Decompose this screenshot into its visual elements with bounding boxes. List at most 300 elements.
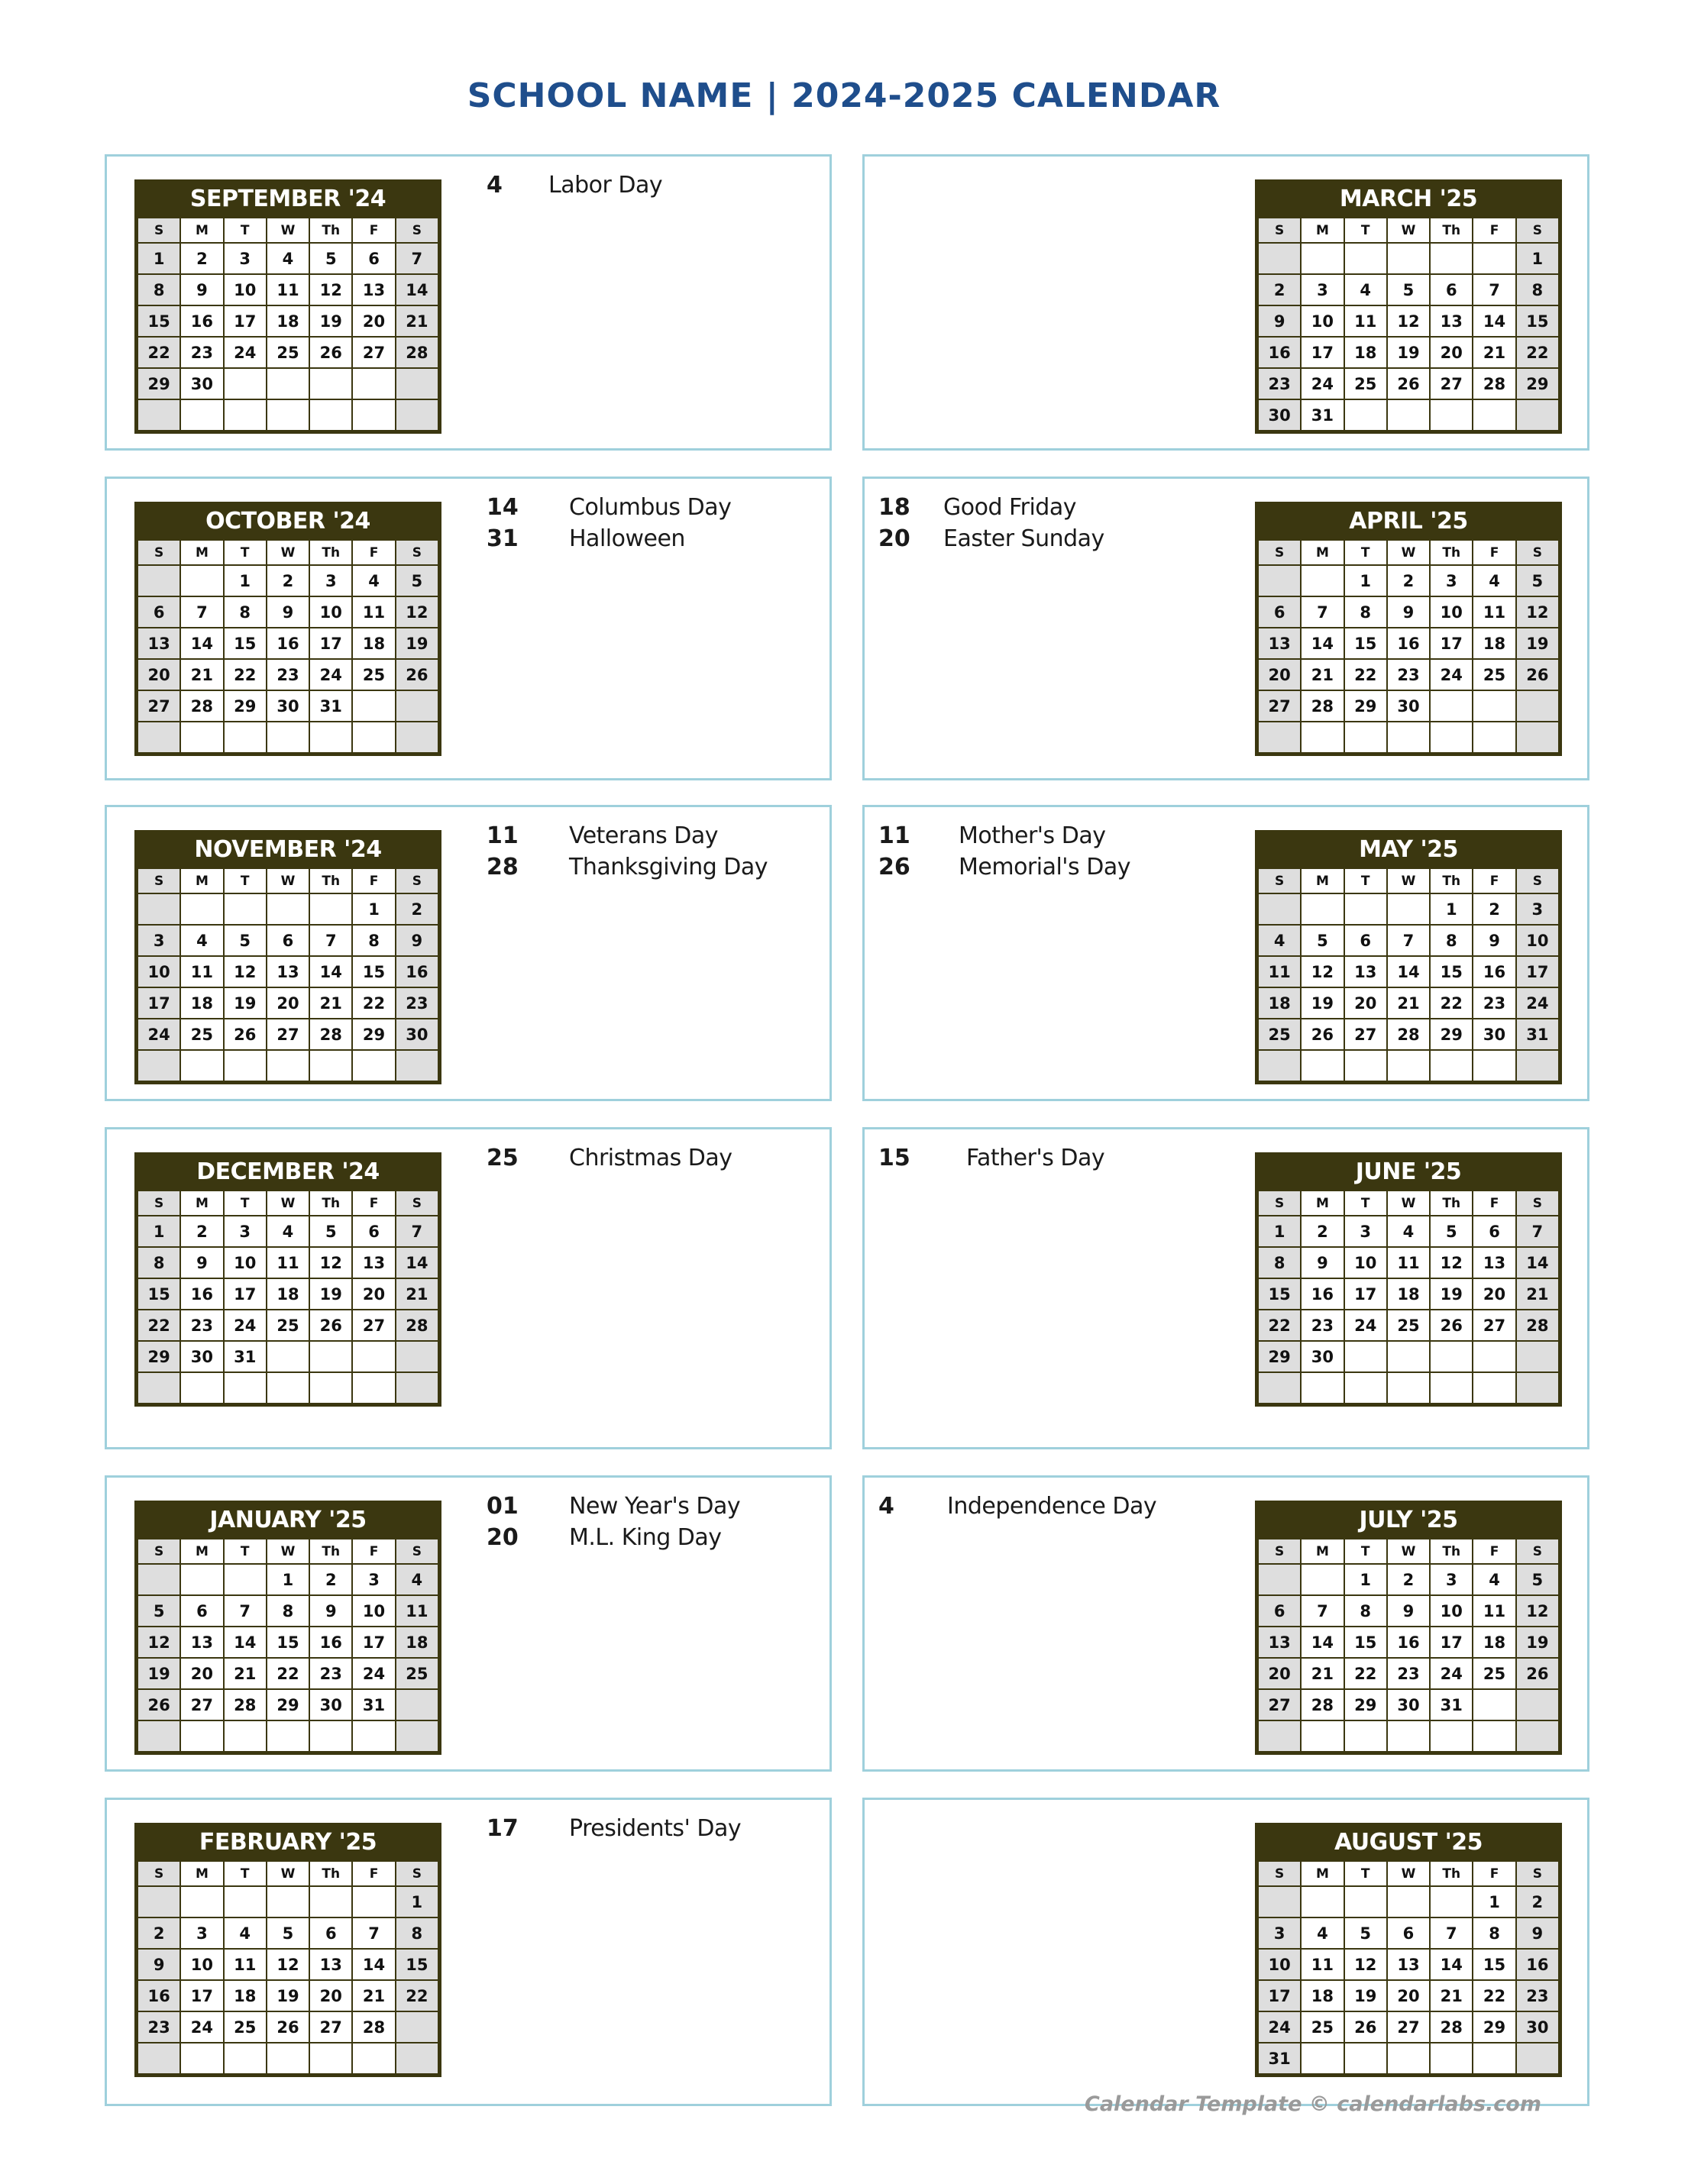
day-cell: 11	[396, 1595, 438, 1627]
day-cell: 3	[1258, 1917, 1301, 1949]
day-cell	[224, 1372, 267, 1404]
day-cell: 22	[1473, 1980, 1515, 2011]
weekday-label: T	[1344, 1191, 1387, 1216]
day-cell: 3	[1344, 1216, 1387, 1247]
day-cell: 19	[267, 1980, 309, 2011]
day-cell: 17	[1344, 1278, 1387, 1310]
day-cell	[224, 399, 267, 431]
day-cell	[267, 1050, 309, 1081]
day-cell: 7	[1301, 1595, 1344, 1627]
day-cell: 6	[309, 1917, 352, 1949]
day-cell: 29	[1430, 1019, 1473, 1050]
day-cell: 19	[1516, 628, 1559, 659]
day-cell: 9	[180, 274, 223, 305]
day-cell	[224, 722, 267, 753]
day-cell: 14	[396, 274, 438, 305]
day-cell: 13	[267, 956, 309, 987]
holiday-name: Thanksgiving Day	[569, 854, 768, 880]
day-cell	[352, 1886, 395, 1917]
day-cell: 30	[1516, 2011, 1559, 2043]
day-cell	[1516, 1689, 1559, 1720]
day-cell: 9	[1473, 925, 1515, 956]
month-calendar	[1255, 830, 1562, 1084]
day-cell	[352, 1372, 395, 1404]
day-cell: 10	[1430, 1595, 1473, 1627]
day-cell: 5	[309, 243, 352, 274]
day-cell: 6	[352, 1216, 395, 1247]
day-cell: 27	[267, 1019, 309, 1050]
day-cell	[1301, 1372, 1344, 1404]
weekday-label: T	[224, 868, 267, 893]
day-cell	[1473, 1372, 1515, 1404]
day-cell: 5	[309, 1216, 352, 1247]
weekday-label: F	[352, 218, 395, 243]
day-cell: 3	[352, 1564, 395, 1595]
weekday-label: W	[1387, 540, 1430, 565]
day-cell: 9	[180, 1247, 223, 1278]
day-cell	[224, 1050, 267, 1081]
day-cell: 5	[1344, 1917, 1387, 1949]
day-cell: 29	[1344, 1689, 1387, 1720]
day-cell: 20	[1473, 1278, 1515, 1310]
day-cell	[224, 1564, 267, 1595]
day-cell	[180, 1564, 223, 1595]
holiday-name: M.L. King Day	[569, 1524, 722, 1551]
day-cell: 22	[224, 659, 267, 690]
day-cell	[137, 1720, 180, 1752]
weekday-label: M	[1301, 1861, 1344, 1886]
day-cell: 28	[1301, 690, 1344, 722]
day-cell: 3	[1301, 274, 1344, 305]
weekday-label: Th	[309, 1861, 352, 1886]
weekday-label: W	[267, 1191, 309, 1216]
weekday-label: S	[137, 218, 180, 243]
day-cell: 26	[1301, 1019, 1344, 1050]
day-cell: 30	[396, 1019, 438, 1050]
day-cell	[1301, 722, 1344, 753]
day-cell	[1387, 1886, 1430, 1917]
day-cell: 24	[1344, 1310, 1387, 1341]
day-cell: 8	[267, 1595, 309, 1627]
day-cell	[1301, 1050, 1344, 1081]
day-cell: 15	[1258, 1278, 1301, 1310]
day-cell: 15	[137, 305, 180, 337]
day-cell: 30	[1387, 1689, 1430, 1720]
weekday-label: S	[1516, 1539, 1559, 1564]
weekday-label: T	[224, 540, 267, 565]
day-cell	[1258, 1564, 1301, 1595]
day-cell: 27	[1430, 368, 1473, 399]
day-cell: 14	[1301, 1627, 1344, 1658]
day-cell: 7	[1516, 1216, 1559, 1247]
day-cell: 25	[267, 1310, 309, 1341]
day-cell: 6	[1387, 1917, 1430, 1949]
holiday-date: 20	[487, 1524, 519, 1551]
day-cell: 17	[1258, 1980, 1301, 2011]
day-cell	[180, 399, 223, 431]
holiday-name: Veterans Day	[569, 822, 719, 849]
day-cell: 9	[396, 925, 438, 956]
day-cell: 31	[1258, 2043, 1301, 2074]
day-cell: 15	[1516, 305, 1559, 337]
day-cell: 4	[224, 1917, 267, 1949]
holiday-date: 4	[878, 1493, 894, 1520]
day-cell: 7	[396, 1216, 438, 1247]
day-cell: 12	[224, 956, 267, 987]
day-cell	[1258, 893, 1301, 925]
day-cell: 20	[1344, 987, 1387, 1019]
day-cell	[224, 893, 267, 925]
day-cell	[396, 2043, 438, 2074]
day-cell: 29	[267, 1689, 309, 1720]
day-cell: 1	[352, 893, 395, 925]
day-cell: 18	[1473, 1627, 1515, 1658]
day-cell	[352, 1720, 395, 1752]
day-cell	[1387, 1341, 1430, 1372]
weekday-label: T	[1344, 1861, 1387, 1886]
day-cell: 22	[1516, 337, 1559, 368]
day-cell: 21	[1301, 1658, 1344, 1689]
day-cell: 11	[1344, 305, 1387, 337]
weekday-label: S	[1516, 218, 1559, 243]
day-cell: 23	[309, 1658, 352, 1689]
day-cell: 25	[224, 2011, 267, 2043]
day-cell	[396, 1341, 438, 1372]
weekday-label: Th	[309, 218, 352, 243]
weekday-label: S	[396, 1539, 438, 1564]
day-cell: 5	[224, 925, 267, 956]
day-cell: 11	[352, 596, 395, 628]
day-cell: 2	[1387, 565, 1430, 596]
day-cell: 18	[224, 1980, 267, 2011]
day-cell: 10	[137, 956, 180, 987]
day-cell	[267, 399, 309, 431]
day-cell: 29	[137, 1341, 180, 1372]
weekday-label: M	[180, 868, 223, 893]
day-cell: 15	[352, 956, 395, 987]
day-cell: 20	[137, 659, 180, 690]
day-cell: 24	[1430, 1658, 1473, 1689]
day-cell: 5	[1516, 565, 1559, 596]
day-cell	[1430, 722, 1473, 753]
day-cell: 6	[180, 1595, 223, 1627]
day-cell: 16	[396, 956, 438, 987]
day-cell: 25	[1387, 1310, 1430, 1341]
weekday-label: S	[137, 868, 180, 893]
day-cell: 21	[309, 987, 352, 1019]
weekday-label: M	[1301, 1191, 1344, 1216]
day-cell: 7	[309, 925, 352, 956]
day-cell: 19	[1344, 1980, 1387, 2011]
day-cell: 17	[137, 987, 180, 1019]
day-cell	[309, 1341, 352, 1372]
day-cell: 14	[352, 1949, 395, 1980]
day-cell: 19	[309, 1278, 352, 1310]
day-cell: 28	[352, 2011, 395, 2043]
day-cell: 21	[1473, 337, 1515, 368]
day-cell	[309, 893, 352, 925]
day-cell: 27	[1344, 1019, 1387, 1050]
day-cell: 26	[1344, 2011, 1387, 2043]
day-cell: 23	[137, 2011, 180, 2043]
day-cell: 5	[396, 565, 438, 596]
day-cell	[137, 1564, 180, 1595]
day-cell	[267, 2043, 309, 2074]
day-cell	[396, 368, 438, 399]
day-cell: 24	[224, 1310, 267, 1341]
holiday-name: Presidents' Day	[569, 1815, 742, 1842]
weekday-label: W	[1387, 1539, 1430, 1564]
day-cell: 18	[352, 628, 395, 659]
day-cell: 3	[180, 1917, 223, 1949]
day-cell: 27	[309, 2011, 352, 2043]
day-cell: 26	[1387, 368, 1430, 399]
day-cell: 10	[1516, 925, 1559, 956]
day-cell: 1	[1344, 565, 1387, 596]
day-cell: 28	[396, 337, 438, 368]
day-cell: 18	[1301, 1980, 1344, 2011]
month-calendar	[134, 502, 441, 756]
day-cell: 3	[1430, 1564, 1473, 1595]
weekday-label: Th	[309, 1191, 352, 1216]
day-cell: 26	[224, 1019, 267, 1050]
day-cell: 26	[396, 659, 438, 690]
day-cell	[1473, 1689, 1515, 1720]
day-cell: 26	[1430, 1310, 1473, 1341]
weekday-label: Th	[1430, 1861, 1473, 1886]
month-panel	[862, 1475, 1589, 1772]
day-cell: 28	[1430, 2011, 1473, 2043]
day-cell	[180, 565, 223, 596]
day-cell: 8	[1473, 1917, 1515, 1949]
day-cell	[224, 368, 267, 399]
day-cell	[267, 722, 309, 753]
day-cell: 9	[137, 1949, 180, 1980]
day-cell: 6	[267, 925, 309, 956]
day-cell: 17	[180, 1980, 223, 2011]
day-cell: 12	[137, 1627, 180, 1658]
weekday-label: S	[396, 1861, 438, 1886]
holiday-name: Easter Sunday	[943, 525, 1104, 552]
day-cell: 4	[396, 1564, 438, 1595]
day-cell: 26	[309, 337, 352, 368]
day-cell: 4	[1473, 1564, 1515, 1595]
month-panel	[105, 1798, 832, 2106]
weekday-label: M	[1301, 540, 1344, 565]
day-cell	[1430, 690, 1473, 722]
weekday-label: Th	[309, 540, 352, 565]
weekday-label: Th	[309, 868, 352, 893]
day-cell	[267, 893, 309, 925]
day-cell: 8	[224, 596, 267, 628]
holiday-name: New Year's Day	[569, 1493, 741, 1520]
day-cell	[1387, 243, 1430, 274]
day-cell: 4	[1387, 1216, 1430, 1247]
day-cell: 23	[180, 1310, 223, 1341]
month-panel	[862, 477, 1589, 780]
day-cell	[1258, 1720, 1301, 1752]
day-cell: 27	[180, 1689, 223, 1720]
day-cell	[267, 1372, 309, 1404]
day-cell	[1430, 2043, 1473, 2074]
day-cell	[267, 1886, 309, 1917]
day-cell: 21	[1387, 987, 1430, 1019]
day-cell: 12	[309, 274, 352, 305]
day-cell: 26	[137, 1689, 180, 1720]
day-cell	[1516, 1372, 1559, 1404]
month-title: FEBRUARY '25	[137, 1825, 439, 1860]
day-cell	[1387, 2043, 1430, 2074]
day-cell	[1387, 399, 1430, 431]
holiday-name: Mother's Day	[959, 822, 1106, 849]
day-cell	[137, 2043, 180, 2074]
day-cell	[1430, 1050, 1473, 1081]
day-cell: 22	[1258, 1310, 1301, 1341]
day-cell: 17	[224, 305, 267, 337]
weekday-label: S	[1516, 540, 1559, 565]
day-cell: 2	[1301, 1216, 1344, 1247]
day-cell: 2	[267, 565, 309, 596]
day-cell	[180, 2043, 223, 2074]
day-cell: 13	[1430, 305, 1473, 337]
day-cell: 16	[309, 1627, 352, 1658]
month-calendar	[1255, 1501, 1562, 1755]
day-cell	[309, 1050, 352, 1081]
day-cell	[352, 1341, 395, 1372]
day-cell	[1430, 399, 1473, 431]
day-cell: 23	[1387, 1658, 1430, 1689]
day-cell	[396, 1689, 438, 1720]
weekday-label: S	[137, 540, 180, 565]
month-title: JULY '25	[1257, 1503, 1560, 1538]
day-cell: 30	[1387, 690, 1430, 722]
day-cell	[1473, 722, 1515, 753]
day-cell: 3	[137, 925, 180, 956]
holiday-name: Labor Day	[548, 172, 663, 199]
day-cell: 27	[1258, 1689, 1301, 1720]
day-cell: 14	[309, 956, 352, 987]
day-cell: 14	[1387, 956, 1430, 987]
day-cell: 25	[1344, 368, 1387, 399]
day-cell: 22	[1430, 987, 1473, 1019]
weekday-label: S	[1516, 1861, 1559, 1886]
month-title: AUGUST '25	[1257, 1825, 1560, 1860]
month-calendar	[1255, 1152, 1562, 1407]
day-cell	[1387, 893, 1430, 925]
day-cell: 28	[224, 1689, 267, 1720]
day-cell: 8	[1430, 925, 1473, 956]
weekday-label: M	[180, 1539, 223, 1564]
day-cell: 6	[1473, 1216, 1515, 1247]
day-cell: 11	[1473, 1595, 1515, 1627]
day-cell: 17	[1430, 1627, 1473, 1658]
day-cell: 14	[1516, 1247, 1559, 1278]
day-cell	[1430, 243, 1473, 274]
day-cell: 20	[1258, 659, 1301, 690]
day-cell: 9	[1301, 1247, 1344, 1278]
day-cell: 7	[1430, 1917, 1473, 1949]
month-panel	[862, 154, 1589, 451]
day-cell	[396, 722, 438, 753]
day-cell: 17	[224, 1278, 267, 1310]
weekday-label: Th	[1430, 1539, 1473, 1564]
day-cell	[1344, 243, 1387, 274]
day-cell: 19	[396, 628, 438, 659]
day-cell	[1516, 1720, 1559, 1752]
day-cell: 12	[1387, 305, 1430, 337]
weekday-label: M	[180, 218, 223, 243]
holiday-date: 11	[487, 822, 519, 849]
weekday-label: F	[1473, 218, 1515, 243]
day-cell: 30	[267, 690, 309, 722]
day-cell: 6	[352, 243, 395, 274]
day-cell: 7	[224, 1595, 267, 1627]
day-cell: 2	[396, 893, 438, 925]
day-cell	[1301, 893, 1344, 925]
day-cell	[1430, 1720, 1473, 1752]
day-cell	[1258, 1050, 1301, 1081]
day-cell	[1258, 1886, 1301, 1917]
weekday-label: T	[224, 1861, 267, 1886]
weekday-label: F	[1473, 1191, 1515, 1216]
day-cell: 4	[267, 1216, 309, 1247]
day-cell: 27	[352, 1310, 395, 1341]
day-cell: 20	[352, 305, 395, 337]
day-cell: 21	[224, 1658, 267, 1689]
day-cell: 28	[396, 1310, 438, 1341]
holiday-name: Columbus Day	[569, 494, 732, 521]
month-title: MAY '25	[1257, 832, 1560, 867]
day-cell: 12	[1516, 596, 1559, 628]
weekday-label: S	[137, 1191, 180, 1216]
weekday-label: M	[1301, 1539, 1344, 1564]
day-cell: 3	[309, 565, 352, 596]
day-cell: 23	[1258, 368, 1301, 399]
weekday-label: W	[267, 1861, 309, 1886]
day-cell: 29	[1258, 1341, 1301, 1372]
day-cell: 1	[1258, 1216, 1301, 1247]
day-cell	[1344, 399, 1387, 431]
month-panel	[862, 1798, 1589, 2106]
day-cell: 27	[1387, 2011, 1430, 2043]
day-cell	[1301, 2043, 1344, 2074]
day-cell	[137, 1372, 180, 1404]
month-title: JANUARY '25	[137, 1503, 439, 1538]
day-cell: 17	[352, 1627, 395, 1658]
day-cell: 23	[180, 337, 223, 368]
day-cell: 9	[1387, 596, 1430, 628]
day-cell: 5	[137, 1595, 180, 1627]
month-panel	[105, 1475, 832, 1772]
day-cell: 19	[224, 987, 267, 1019]
month-panel	[105, 477, 832, 780]
day-cell	[396, 399, 438, 431]
day-cell: 23	[396, 987, 438, 1019]
day-cell: 25	[1258, 1019, 1301, 1050]
day-cell: 27	[137, 690, 180, 722]
day-cell	[267, 1720, 309, 1752]
holiday-name: Independence Day	[947, 1493, 1157, 1520]
day-cell	[1430, 1372, 1473, 1404]
weekday-label: S	[396, 868, 438, 893]
day-cell	[1344, 1341, 1387, 1372]
day-cell: 9	[1387, 1595, 1430, 1627]
day-cell: 30	[1473, 1019, 1515, 1050]
weekday-label: Th	[309, 1539, 352, 1564]
month-calendar	[134, 1823, 441, 2077]
day-cell	[1387, 1372, 1430, 1404]
weekday-label: F	[352, 540, 395, 565]
